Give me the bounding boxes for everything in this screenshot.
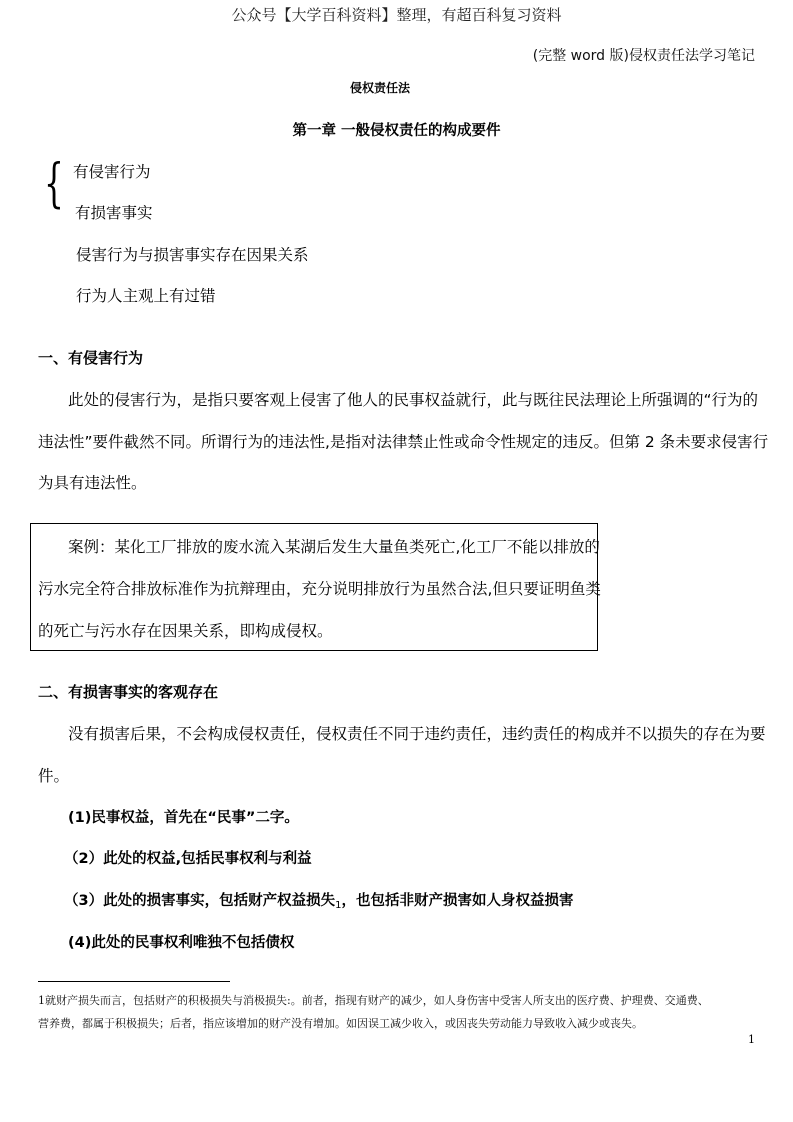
page-number: 1 — [748, 1033, 755, 1046]
element-item: 侵害行为与损害事实存在因果关系 — [76, 246, 309, 264]
paragraph-line: 此处的侵害行为，是指只要客观上侵害了他人的民事权益就行，此与既往民法理论上所强调的“行为的 — [68, 391, 759, 409]
footnote-line: 营养费，都属于积极损失；后者，指应该增加的财产没有增加。如因误工减少收入，或因丧失劳动能力导致收入减少或丧失。 — [38, 1017, 643, 1030]
law-title: 侵权责任法 — [349, 81, 410, 95]
case-line: 案例：某化工厂排放的废水流入某湖后发生大量鱼类死亡,化工厂不能以排放的 — [68, 538, 600, 556]
top-banner: 公众号【大学百科资料】整理，有超百科复习资料 — [231, 6, 562, 24]
section-heading: 二、有损害事实的客观存在 — [38, 683, 219, 701]
document-title: (完整 word 版)侵权责任法学习笔记 — [532, 48, 755, 64]
footnote-divider — [38, 981, 230, 982]
paragraph-line: 件。 — [38, 767, 70, 785]
list-item — [64, 889, 573, 911]
case-line: 的死亡与污水存在因果关系，即构成侵权。 — [38, 622, 333, 640]
paragraph-line: 没有损害后果，不会构成侵权责任，侵权责任不同于违约责任，违约责任的构成并不以损失的存在为要 — [68, 725, 766, 743]
element-item: 有侵害行为 — [73, 163, 151, 181]
list-item: (1)民事权益，首先在“民事”二字。 — [68, 810, 299, 826]
element-item: 行为人主观上有过错 — [76, 287, 216, 305]
list-item: (4)此处的民事权利唯独不包括债权 — [68, 935, 295, 951]
footnote-line: 1就财产损失而言，包括财产的积极损失与消极损失:。前者，指现有财产的减少，如人身伤害中受害人所支出的医疗费、护理费、交通费、 — [38, 994, 709, 1007]
element-item: 有损害事实 — [75, 204, 153, 222]
case-line: 污水完全符合排放标准作为抗辩理由，充分说明排放行为虽然合法,但只要证明鱼类 — [38, 580, 601, 598]
list-item-text: ，也包括非财产损害如人身权益损害 — [341, 893, 574, 909]
list-item: （2）此处的权益,包括民事权利与利益 — [64, 851, 312, 867]
chapter-heading: 第一章 一般侵权责任的构成要件 — [292, 123, 501, 139]
paragraph-line: 违法性”要件截然不同。所谓行为的违法性,是指对法律禁止性或命令性规定的违反。但第 2 条未要求侵害行 — [38, 433, 769, 451]
paragraph-line: 为具有违法性。 — [38, 474, 147, 492]
left-brace-icon: { — [44, 154, 64, 214]
footnote-ref[interactable]: 1 — [335, 900, 342, 911]
list-item-text: （3）此处的损害事实，包括财产权益损失 — [64, 893, 336, 909]
section-heading: 一、有侵害行为 — [38, 349, 144, 367]
